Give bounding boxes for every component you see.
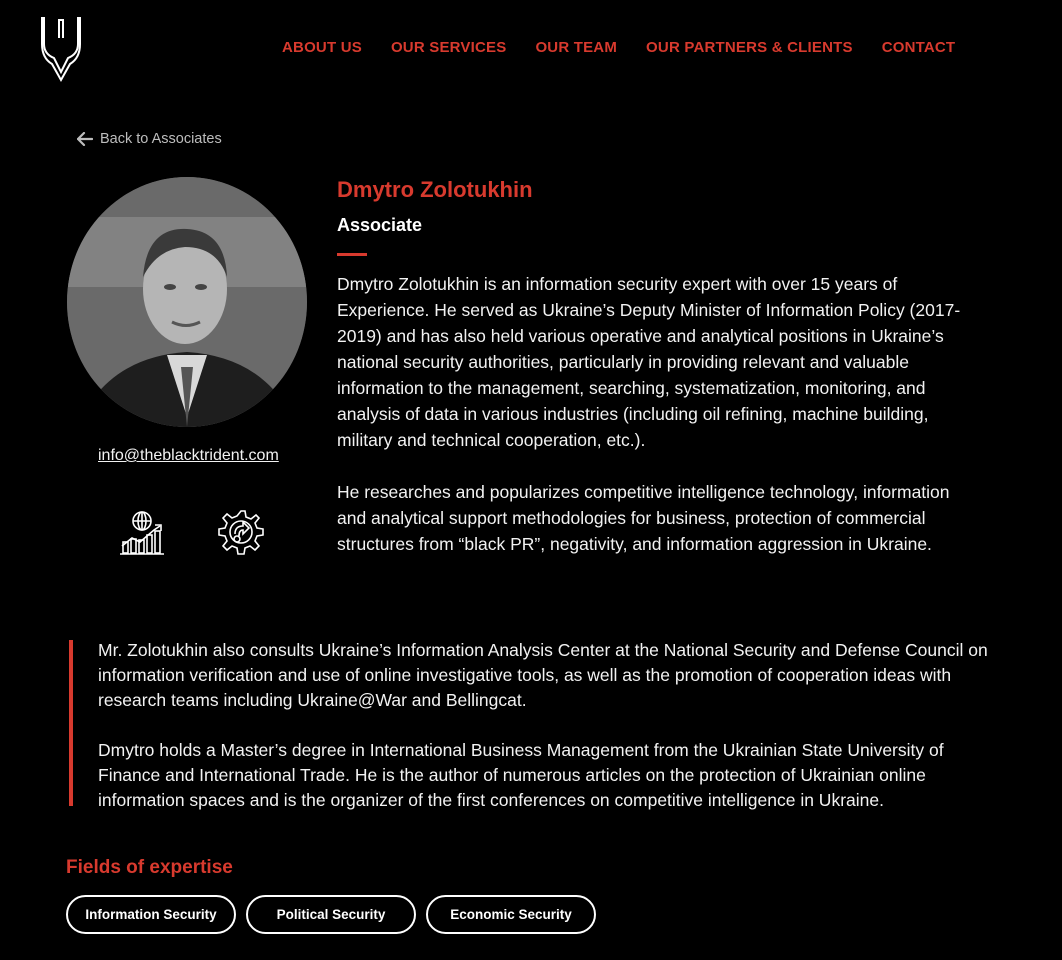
chip-economic-security[interactable]: Economic Security xyxy=(426,895,596,934)
accent-divider xyxy=(337,253,367,256)
back-to-associates-link[interactable] xyxy=(77,131,222,147)
quote-paragraph: Dmytro holds a Master’s degree in International Business Management from the Ukrainian State University of Finance and International Trade. He is the author of numerous articles on the protection of Ukrainian online information spaces and is the organizer of the first conferences on competitive intelligence in Ukraine. xyxy=(98,740,944,810)
nav-partners-clients[interactable]: OUR PARTNERS & CLIENTS xyxy=(646,39,853,56)
gear-settings-icon xyxy=(217,508,265,556)
profile-role: Associate xyxy=(337,215,423,235)
chip-political-security[interactable]: Political Security xyxy=(246,895,416,934)
nav-about-us[interactable]: ABOUT US xyxy=(282,39,362,56)
bio-paragraph: Dmytro Zolotukhin is an information security expert with over 15 years of Experience. He served as Ukraine’s Deputy Minister of Information Policy (2017-2019) and has also held various operative and analytical positions in Ukraine’s national security authorities, particularly in providing relevant and valuable information to the management, searching, systematization, monitoring, and analysis of data in various industries (including oil refining, machine building, military and technical cooperation, etc.). xyxy=(337,274,961,450)
quote-section xyxy=(98,638,998,838)
fields-of-expertise-heading: Fields of expertise xyxy=(66,857,233,878)
trident-logo-icon[interactable] xyxy=(38,14,84,84)
back-link-label: Back to Associates xyxy=(100,131,222,147)
quote-paragraph: Mr. Zolotukhin also consults Ukraine’s Information Analysis Center at the National Security and Defense Council on information verification and use of online investigative tools, as well as the promotion of cooperation ideas with research teams including Ukraine@War and Bellingcat. xyxy=(98,640,988,710)
nav-our-services[interactable]: OUR SERVICES xyxy=(390,39,507,56)
bio-paragraph: He researches and popularizes competitive intelligence technology, information and analytical support methodologies for business, protection of commercial structures from “black PR”, negativity, and information aggression in Ukraine. xyxy=(337,482,950,554)
email-link[interactable]: info@theblacktrident.com xyxy=(98,447,279,464)
bio-section xyxy=(337,271,977,583)
main-nav xyxy=(282,39,955,56)
nav-our-team[interactable]: OUR TEAM xyxy=(535,39,618,56)
expertise-chips xyxy=(66,895,596,934)
nav-contact[interactable]: CONTACT xyxy=(881,39,956,56)
chip-information-security[interactable]: Information Security xyxy=(66,895,236,934)
profile-name: Dmytro Zolotukhin xyxy=(337,177,533,202)
arrow-left-icon xyxy=(77,132,93,146)
profile-photo xyxy=(67,177,307,427)
portrait-illustration xyxy=(67,177,307,427)
global-growth-chart-icon xyxy=(118,508,166,556)
